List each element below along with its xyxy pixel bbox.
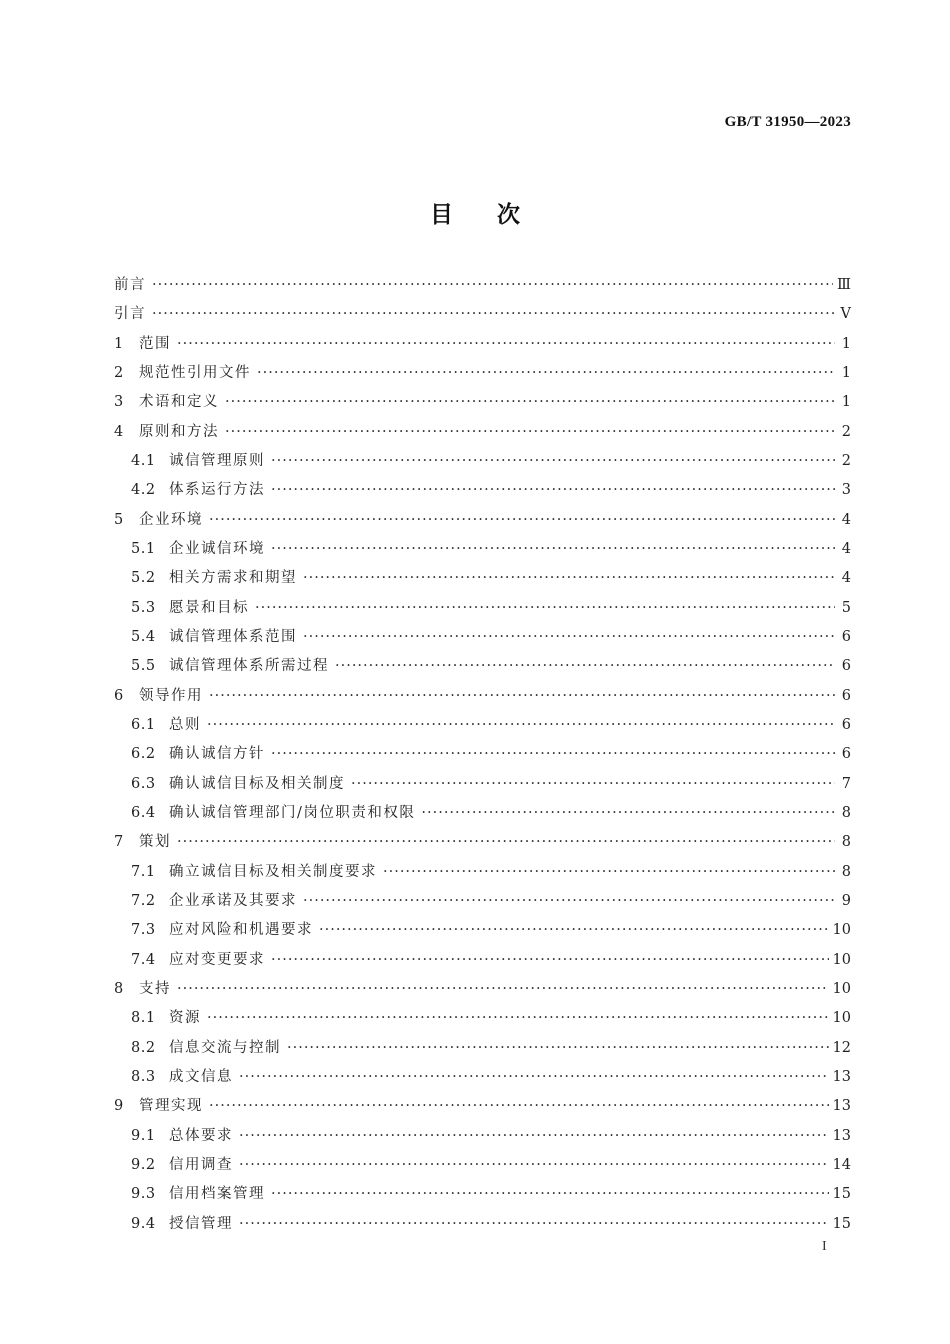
toc-entry-page: 10 (832, 980, 851, 997)
toc-entry-title: 范围 (139, 335, 171, 352)
toc-dot-leader (271, 447, 835, 476)
toc-dot-leader (271, 535, 835, 564)
toc-entry-number: 3 (114, 394, 124, 411)
toc-dot-leader (351, 770, 835, 799)
toc-entry[interactable] (114, 887, 851, 916)
toc-entry-page: 2 (841, 423, 851, 440)
toc-entry-number: 6.3 (131, 775, 156, 792)
toc-entry-number: 9.4 (131, 1215, 156, 1232)
toc-entry[interactable] (114, 711, 851, 740)
standard-code: GB/T 31950—2023 (724, 114, 851, 130)
toc-entry-page: 7 (841, 775, 851, 792)
toc-entry[interactable] (114, 1122, 851, 1151)
toc-dot-leader (225, 388, 835, 417)
toc-entry-number: 8.3 (131, 1068, 156, 1085)
toc-dot-leader (421, 799, 835, 828)
toc-entry[interactable] (114, 418, 851, 447)
toc-entry-number: 6.1 (131, 716, 156, 733)
toc-entry-number: 5.1 (131, 540, 156, 557)
toc-entry-title: 诚信管理体系范围 (169, 628, 297, 645)
toc-entry-number: 5.2 (131, 570, 156, 587)
toc-entry-page: 6 (841, 628, 851, 645)
toc-title-char: 次 (497, 202, 520, 228)
toc-entry-page: 4 (841, 570, 851, 587)
toc-dot-leader (383, 858, 835, 887)
toc-entry[interactable] (114, 359, 851, 388)
toc-entry-title: 应对变更要求 (169, 951, 265, 968)
toc-entry[interactable] (114, 652, 851, 681)
toc-entry[interactable] (114, 447, 851, 476)
toc-dot-leader (239, 1210, 829, 1239)
toc-entry-title: 策划 (139, 834, 171, 851)
toc-dot-leader (255, 594, 835, 623)
toc-entry[interactable] (114, 1034, 851, 1063)
toc-entry-title: 体系运行方法 (169, 482, 265, 499)
toc-entry-number: 8.2 (131, 1039, 156, 1056)
toc-entry[interactable] (114, 564, 851, 593)
toc-entry-number: 5.4 (131, 628, 156, 645)
toc-entry-title: 引言 (114, 306, 146, 323)
toc-entry[interactable] (114, 858, 851, 887)
toc-entry-title: 企业承诺及其要求 (169, 892, 297, 909)
toc-entry[interactable] (114, 535, 851, 564)
toc-dot-leader (177, 975, 829, 1004)
toc-dot-leader (271, 740, 835, 769)
toc-entry[interactable] (114, 799, 851, 828)
toc-entry[interactable] (114, 1180, 851, 1209)
toc-dot-leader (152, 300, 835, 329)
toc-entry-number: 6 (114, 687, 124, 704)
toc-entry[interactable] (114, 740, 851, 769)
toc-entry-title: 确认诚信目标及相关制度 (169, 775, 345, 792)
toc-entry[interactable] (114, 1063, 851, 1092)
toc-entry-page: 8 (841, 863, 851, 880)
toc-entry-page: 6 (841, 687, 851, 704)
toc-dot-leader (239, 1063, 829, 1092)
toc-entry-title: 相关方需求和期望 (169, 570, 297, 587)
toc-entry-title: 总体要求 (169, 1127, 233, 1144)
toc-entry[interactable] (114, 300, 851, 329)
toc-entry[interactable] (114, 388, 851, 417)
toc-entry[interactable] (114, 975, 851, 1004)
toc-entry-title: 愿景和目标 (169, 599, 249, 616)
toc-entry-title: 管理实现 (139, 1098, 203, 1115)
toc-dot-leader (319, 916, 829, 945)
toc-entry-title: 确认诚信方针 (169, 746, 265, 763)
toc-entry-number: 9.3 (131, 1186, 156, 1203)
toc-entry-title: 授信管理 (169, 1215, 233, 1232)
toc-entry-number: 8 (114, 980, 124, 997)
toc-dot-leader (271, 476, 835, 505)
toc-entry[interactable] (114, 1151, 851, 1180)
toc-entry-title: 信用调查 (169, 1156, 233, 1173)
toc-dot-leader (239, 1151, 829, 1180)
toc-entry[interactable] (114, 506, 851, 535)
toc-entry[interactable] (114, 682, 851, 711)
toc-entry-page: 12 (832, 1039, 851, 1056)
toc-entry-number: 7.2 (131, 892, 156, 909)
toc-entry[interactable] (114, 594, 851, 623)
toc-dot-leader (271, 946, 829, 975)
toc-entry-number: 6.4 (131, 804, 156, 821)
toc-entry-page: 8 (841, 834, 851, 851)
toc-title (0, 196, 950, 229)
toc-dot-leader (209, 682, 835, 711)
page-number: I (822, 1239, 827, 1254)
toc-dot-leader (303, 887, 835, 916)
toc-dot-leader (209, 1092, 829, 1121)
toc-dot-leader (152, 271, 833, 300)
toc-entry-page: 13 (832, 1127, 851, 1144)
toc-entry-page: 13 (832, 1098, 851, 1115)
toc-entry-page: 15 (832, 1186, 851, 1203)
toc-entry-number: 1 (114, 335, 124, 352)
toc-entry-number: 9 (114, 1098, 124, 1115)
toc-entry-number: 5.5 (131, 658, 156, 675)
toc-entry-page: 4 (841, 511, 851, 528)
toc-entry-page: 6 (841, 716, 851, 733)
toc-dot-leader (239, 1122, 829, 1151)
toc-entry-page: 13 (832, 1068, 851, 1085)
toc-entry-title: 企业诚信环境 (169, 540, 265, 557)
toc-entry-number: 6.2 (131, 746, 156, 763)
toc-dot-leader (303, 623, 835, 652)
toc-dot-leader (207, 711, 835, 740)
toc-dot-leader (335, 652, 835, 681)
toc-entry-page: 1 (841, 394, 851, 411)
toc-entry[interactable] (114, 916, 851, 945)
toc-entry-number: 5.3 (131, 599, 156, 616)
toc-dot-leader (177, 828, 835, 857)
toc-entry-title: 确立诚信目标及相关制度要求 (169, 863, 377, 880)
toc-entry-page: 6 (841, 746, 851, 763)
toc-entry-number: 7.4 (131, 951, 156, 968)
toc-entry[interactable] (114, 828, 851, 857)
toc-dot-leader (257, 359, 835, 388)
toc-entry-page: Ⅲ (837, 277, 851, 293)
toc-entry-title: 信息交流与控制 (169, 1039, 281, 1056)
toc-entry-page: 10 (832, 922, 851, 939)
toc-entry-number: 9.1 (131, 1127, 156, 1144)
toc-entry[interactable] (114, 770, 851, 799)
toc-entry-number: 2 (114, 364, 124, 381)
toc-entry-title: 资源 (169, 1010, 201, 1027)
toc-dot-leader (303, 564, 835, 593)
toc-entry-page: 14 (832, 1156, 851, 1173)
toc-dot-leader (271, 1180, 829, 1209)
toc-entry-title: 信用档案管理 (169, 1186, 265, 1203)
toc-entry-title: 前言 (114, 277, 146, 293)
toc-entry[interactable] (114, 1210, 851, 1239)
toc-entry-title: 诚信管理体系所需过程 (169, 658, 329, 675)
toc-entry[interactable] (114, 271, 851, 300)
toc-entry-page: 15 (832, 1215, 851, 1232)
toc-entry-title: 规范性引用文件 (139, 364, 251, 381)
toc-entry-title: 确认诚信管理部门/岗位职责和权限 (169, 804, 416, 821)
toc-entry-page: 8 (841, 804, 851, 821)
toc-entry-title: 支持 (139, 980, 171, 997)
toc-entry-page: 1 (841, 335, 851, 352)
toc-entry[interactable] (114, 623, 851, 652)
toc-entry-title: 企业环境 (139, 511, 203, 528)
toc-entry-page: 6 (841, 658, 851, 675)
toc-entry-number: 7.3 (131, 922, 156, 939)
toc-dot-leader (287, 1034, 829, 1063)
toc-entry-page: 10 (832, 951, 851, 968)
toc-list (114, 271, 851, 1239)
toc-entry-page: 10 (832, 1010, 851, 1027)
toc-title-char: 目 (430, 202, 453, 228)
toc-entry-number: 4 (114, 423, 124, 440)
toc-entry-number: 4.2 (131, 482, 156, 499)
toc-entry-number: 4.1 (131, 452, 156, 469)
toc-entry[interactable] (114, 1092, 851, 1121)
toc-dot-leader (177, 330, 835, 359)
toc-entry-number: 8.1 (131, 1010, 156, 1027)
toc-entry-number: 7 (114, 834, 124, 851)
toc-entry-title: 术语和定义 (139, 394, 219, 411)
toc-entry-title: 应对风险和机遇要求 (169, 922, 313, 939)
toc-entry-page: 2 (841, 452, 851, 469)
toc-entry-page: Ⅴ (840, 306, 851, 323)
toc-dot-leader (209, 506, 835, 535)
toc-entry-title: 总则 (169, 716, 201, 733)
toc-entry[interactable] (114, 330, 851, 359)
toc-entry-page: 5 (841, 599, 851, 616)
toc-dot-leader (225, 418, 835, 447)
toc-entry-page: 4 (841, 540, 851, 557)
toc-entry-title: 诚信管理原则 (169, 452, 265, 469)
toc-entry-title: 原则和方法 (139, 423, 219, 440)
toc-entry-page: 1 (841, 364, 851, 381)
toc-dot-leader (207, 1004, 829, 1033)
toc-entry-number: 9.2 (131, 1156, 156, 1173)
toc-entry-title: 领导作用 (139, 687, 203, 704)
toc-entry[interactable] (114, 1004, 851, 1033)
toc-entry-number: 5 (114, 511, 124, 528)
toc-entry[interactable] (114, 946, 851, 975)
toc-entry[interactable] (114, 476, 851, 505)
toc-entry-page: 9 (841, 892, 851, 909)
toc-entry-title: 成文信息 (169, 1068, 233, 1085)
toc-entry-number: 7.1 (131, 863, 156, 880)
toc-entry-page: 3 (841, 482, 851, 499)
